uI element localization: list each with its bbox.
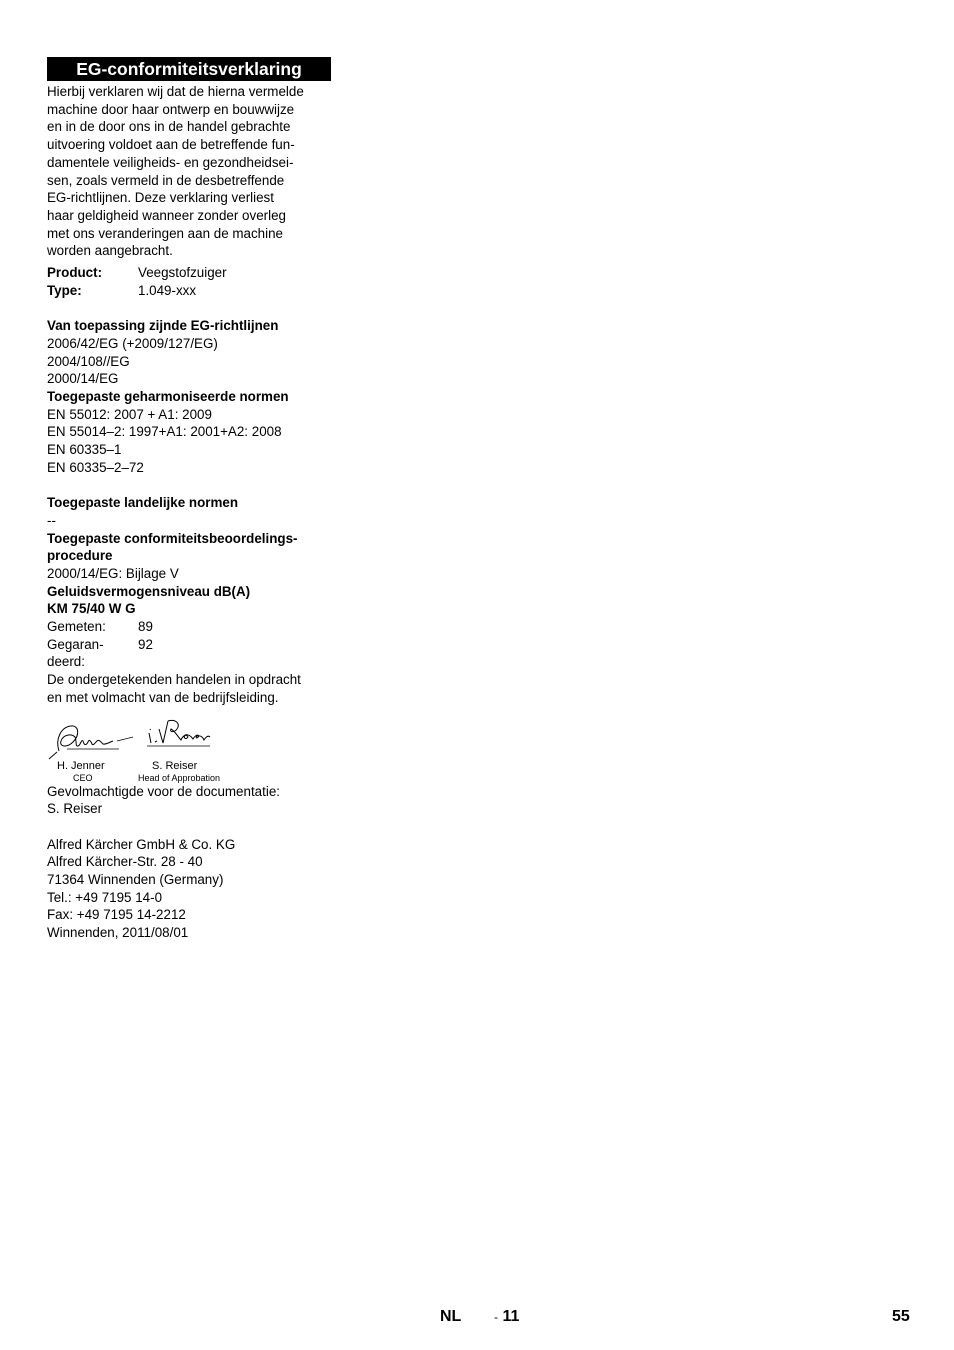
harmonised-item: EN 55014–2: 1997+A1: 2001+A2: 2008 xyxy=(47,424,282,440)
directives-title: Van toepassing zijnde EG-richtlijnen xyxy=(47,318,279,334)
procedure-value: 2000/14/EG: Bijlage V xyxy=(47,565,179,581)
guaranteed-value: 92 xyxy=(138,636,153,652)
footer-language: NL xyxy=(440,1308,462,1325)
intro-line: en in de door ons in de handel gebrachte xyxy=(47,119,291,135)
national-value: -- xyxy=(47,512,56,528)
mandate-line: en met volmacht van de bedrijfsleiding. xyxy=(47,689,279,705)
section-heading: EG-conformiteitsverklaring xyxy=(47,57,331,81)
measured-row xyxy=(47,618,331,636)
harmonised-item: EN 60335–2–72 xyxy=(47,459,144,475)
directive-item: 2000/14/EG xyxy=(47,371,119,387)
intro-line: uitvoering voldoet aan de betreffende fun- xyxy=(47,137,295,153)
company-date-line: Winnenden, 2011/08/01 xyxy=(47,925,189,941)
declaration-column xyxy=(47,57,331,942)
intro-line: worden aangebracht. xyxy=(47,243,173,259)
procedure-title-line: procedure xyxy=(47,548,113,564)
company-tel: Tel.: +49 7195 14-0 xyxy=(47,889,163,905)
harmonised-item: EN 55012: 2007 + A1: 2009 xyxy=(47,406,212,422)
company-name: Alfred Kärcher GmbH & Co. KG xyxy=(47,836,236,852)
handwritten-signatures xyxy=(47,715,247,763)
intro-line: haar geldigheid wanneer zonder overleg xyxy=(47,207,286,223)
documentation-label: Gevolmachtigde voor de documentatie: xyxy=(47,783,280,799)
company-fax: Fax: +49 7195 14-2212 xyxy=(47,907,186,923)
type-label: Type: xyxy=(47,282,82,298)
mandate-line: De ondergetekenden handelen in opdracht xyxy=(47,672,301,688)
documentation-name: S. Reiser xyxy=(47,801,103,817)
intro-paragraph xyxy=(47,83,331,260)
product-value: Veegstofzuiger xyxy=(138,265,227,281)
sound-model: KM 75/40 W G xyxy=(47,601,136,617)
directive-item: 2004/108//EG xyxy=(47,353,130,369)
harmonised-title: Toegepaste geharmoniseerde normen xyxy=(47,388,289,404)
type-value: 1.049-xxx xyxy=(138,282,197,298)
product-label: Product: xyxy=(47,265,103,281)
signatory-role: CEO xyxy=(73,772,93,783)
guaranteed-row xyxy=(47,636,331,654)
intro-line: Hierbij verklaren wij dat de hierna vermelde xyxy=(47,84,304,99)
type-row xyxy=(47,282,331,300)
intro-line: machine door haar ontwerp en bouwwijze xyxy=(47,101,295,117)
measured-value: 89 xyxy=(138,619,153,635)
national-title: Toegepaste landelijke normen xyxy=(47,495,238,511)
intro-line: met ons veranderingen aan de machine xyxy=(47,225,283,241)
signatory-name: S. Reiser xyxy=(152,759,198,772)
company-city: 71364 Winnenden (Germany) xyxy=(47,872,224,888)
product-row xyxy=(47,264,331,282)
intro-line: sen, zoals vermeld in de desbetreffende xyxy=(47,172,285,188)
company-street: Alfred Kärcher-Str. 28 - 40 xyxy=(47,854,203,870)
procedure-title-line: Toegepaste conformiteitsbeoordelings- xyxy=(47,530,298,546)
footer-dash: - xyxy=(494,1310,498,1324)
sound-title: Geluidsvermogensniveau dB(A) xyxy=(47,583,251,599)
signature-block xyxy=(47,715,331,781)
footer-page-number: 55 xyxy=(892,1308,910,1325)
footer-local-page-number: 11 xyxy=(502,1308,520,1325)
harmonised-item: EN 60335–1 xyxy=(47,442,122,458)
signatory-role: Head of Approbation xyxy=(138,772,221,783)
guaranteed-label-continued: deerd: xyxy=(47,654,85,670)
intro-line: EG-richtlijnen. Deze verklaring verliest xyxy=(47,190,274,206)
footer-local-page xyxy=(494,1306,519,1328)
directive-item: 2006/42/EG (+2009/127/EG) xyxy=(47,335,218,351)
intro-line: damentele veiligheids- en gezondheidsei- xyxy=(47,154,294,170)
signatory-name: H. Jenner xyxy=(57,759,105,772)
measured-label: Gemeten: xyxy=(47,619,106,635)
guaranteed-label: Gegaran- xyxy=(47,636,104,652)
